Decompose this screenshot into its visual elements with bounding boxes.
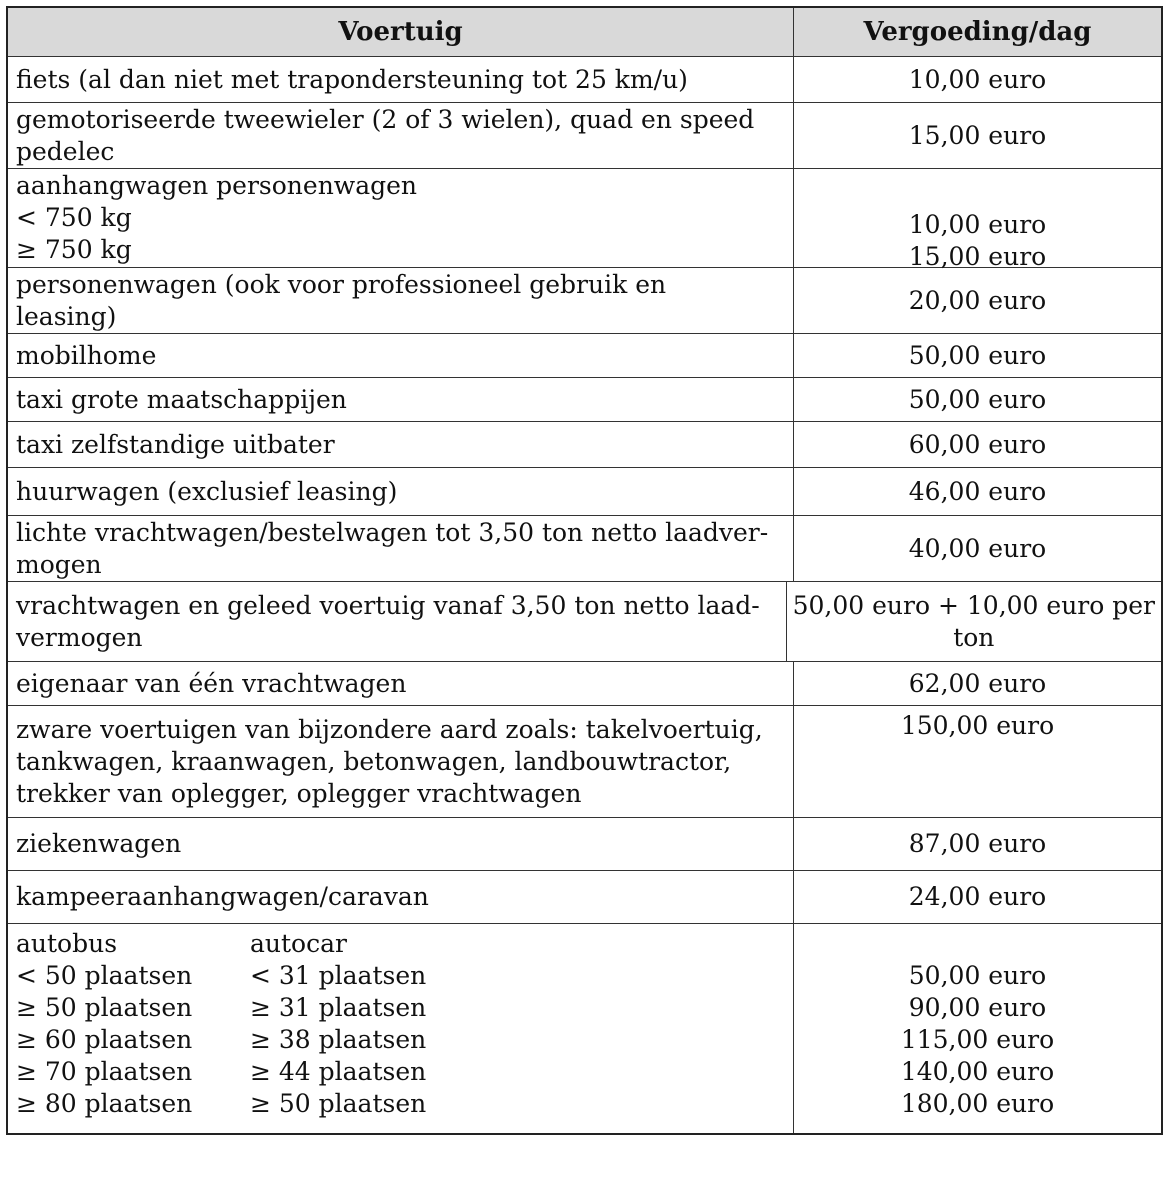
table-row — [8, 267, 1161, 333]
table-row — [8, 421, 1161, 467]
vehicle-text: gemotoriseerde tweewieler (2 of 3 wielen), quad en speed — [16, 104, 755, 134]
fee-text: 10,00 euro — [908, 210, 1047, 239]
autobus-text: autobus — [16, 929, 118, 958]
autocar-text: autocar — [250, 929, 347, 958]
table-row — [8, 817, 1161, 870]
autocar-column — [250, 928, 550, 1120]
vehicle-text: mobilhome — [16, 340, 157, 370]
bus-vehicle-cell — [8, 924, 794, 1133]
autobus-column — [16, 928, 250, 1120]
vehicle-text: lichte vrachtwagen/bestelwagen tot 3,50 ton netto laadver- — [16, 517, 769, 547]
fee-text: 62,00 euro — [908, 668, 1047, 698]
fee-text: 87,00 euro — [908, 829, 1047, 858]
vehicle-text: huurwagen (exclusief leasing) — [16, 476, 398, 506]
header-fee: Vergoeding/dag — [863, 17, 1092, 47]
fee-cell — [794, 662, 1161, 705]
table-row — [8, 661, 1161, 705]
vehicle-text: pedelec — [16, 136, 115, 166]
header-vehicle: Voertuig — [8, 8, 794, 56]
table-row — [8, 581, 1161, 661]
fee-text: 46,00 euro — [908, 476, 1047, 506]
fee-text: 150,00 euro — [900, 711, 1055, 740]
autocar-text: < 31 plaatsen — [250, 961, 427, 990]
fee-text: 20,00 euro — [908, 285, 1047, 315]
fee-text: ton — [953, 622, 995, 652]
fee-text: 50,00 euro + 10,00 euro per — [792, 590, 1155, 620]
autocar-text: ≥ 31 plaatsen — [250, 993, 427, 1022]
vehicle-cell — [8, 169, 794, 267]
table-row — [8, 705, 1161, 817]
fee-cell — [794, 169, 1161, 271]
autobus-text: ≥ 70 plaatsen — [16, 1057, 193, 1086]
fee-text: 50,00 euro — [908, 961, 1047, 990]
vehicle-text: kampeeraanhangwagen/caravan — [16, 882, 429, 911]
vehicle-text: taxi zelfstandige uitbater — [16, 429, 335, 459]
vehicle-cell — [8, 378, 794, 421]
fee-text: 60,00 euro — [908, 429, 1047, 459]
fee-cell — [794, 103, 1161, 168]
autobus-text: < 50 plaatsen — [16, 961, 193, 990]
vehicle-cell — [8, 818, 794, 870]
table-row — [8, 102, 1161, 168]
vehicle-text: vermogen — [16, 622, 143, 652]
vehicle-text: fiets (al dan niet met trapondersteuning tot 25 km/u) — [16, 64, 688, 94]
vehicle-text: zware voertuigen van bijzondere aard zoals: takelvoertuig, — [16, 714, 763, 744]
vehicle-text: taxi grote maatschappijen — [16, 384, 347, 414]
vehicle-cell — [8, 468, 794, 515]
vehicle-text: aanhangwagen personenwagen — [16, 171, 418, 200]
fee-cell — [794, 516, 1161, 581]
autocar-text: ≥ 38 plaatsen — [250, 1025, 427, 1054]
fee-text: 115,00 euro — [900, 1025, 1055, 1054]
vehicle-text: tankwagen, kraanwagen, betonwagen, landbouwtractor, — [16, 746, 732, 776]
vehicle-cell — [8, 57, 794, 102]
vehicle-text: < 750 kg — [16, 203, 132, 232]
autobus-text: ≥ 50 plaatsen — [16, 993, 193, 1022]
fee-text: 40,00 euro — [908, 533, 1047, 563]
fee-text: 15,00 euro — [908, 242, 1047, 271]
vehicle-text: ≥ 750 kg — [16, 235, 132, 264]
table-row — [8, 515, 1161, 581]
bus-fee-cell — [794, 924, 1161, 1133]
vehicle-cell — [8, 582, 787, 661]
fee-text: 90,00 euro — [908, 993, 1047, 1022]
fee-cell — [787, 582, 1161, 661]
vehicle-cell — [8, 334, 794, 377]
fee-cell — [794, 468, 1161, 515]
fee-text: 50,00 euro — [908, 384, 1047, 414]
vehicle-cell — [8, 662, 794, 705]
fee-cell — [794, 706, 1161, 817]
table-row — [8, 377, 1161, 421]
vehicle-fee-table — [6, 6, 1163, 1135]
vehicle-cell — [8, 103, 794, 168]
vehicle-cell — [8, 706, 794, 817]
vehicle-cell — [8, 422, 794, 467]
table-row — [8, 467, 1161, 515]
fee-text: 10,00 euro — [908, 64, 1047, 94]
table-header-row — [8, 8, 1161, 56]
fee-cell — [794, 818, 1161, 870]
table-row — [8, 870, 1161, 923]
vehicle-text: mogen — [16, 549, 102, 579]
fee-cell — [794, 871, 1161, 923]
autobus-text: ≥ 60 plaatsen — [16, 1025, 193, 1054]
vehicle-text: personenwagen (ook voor professioneel gebruik en — [16, 269, 667, 299]
bus-row — [8, 923, 1161, 1133]
table-row — [8, 168, 1161, 271]
vehicle-text: leasing) — [16, 301, 117, 331]
vehicle-text: ziekenwagen — [16, 829, 182, 858]
fee-cell — [794, 268, 1161, 333]
table-row — [8, 333, 1161, 377]
autocar-text: ≥ 44 plaatsen — [250, 1057, 427, 1086]
vehicle-cell — [8, 268, 794, 333]
fee-text: 24,00 euro — [908, 882, 1047, 911]
autobus-text: ≥ 80 plaatsen — [16, 1089, 193, 1118]
fee-text: 180,00 euro — [900, 1089, 1055, 1118]
autocar-text: ≥ 50 plaatsen — [250, 1089, 427, 1118]
fee-text: 15,00 euro — [908, 120, 1047, 150]
vehicle-cell — [8, 516, 794, 581]
fee-text: 50,00 euro — [908, 340, 1047, 370]
table-row — [8, 56, 1161, 102]
vehicle-text: eigenaar van één vrachtwagen — [16, 668, 407, 698]
fee-cell — [794, 378, 1161, 421]
fee-cell — [794, 57, 1161, 102]
fee-text: 140,00 euro — [900, 1057, 1055, 1086]
fee-cell — [794, 334, 1161, 377]
vehicle-text: vrachtwagen en geleed voertuig vanaf 3,50 ton netto laad- — [16, 590, 760, 620]
fee-cell — [794, 422, 1161, 467]
vehicle-text: trekker van oplegger, oplegger vrachtwagen — [16, 778, 582, 808]
vehicle-cell — [8, 871, 794, 923]
